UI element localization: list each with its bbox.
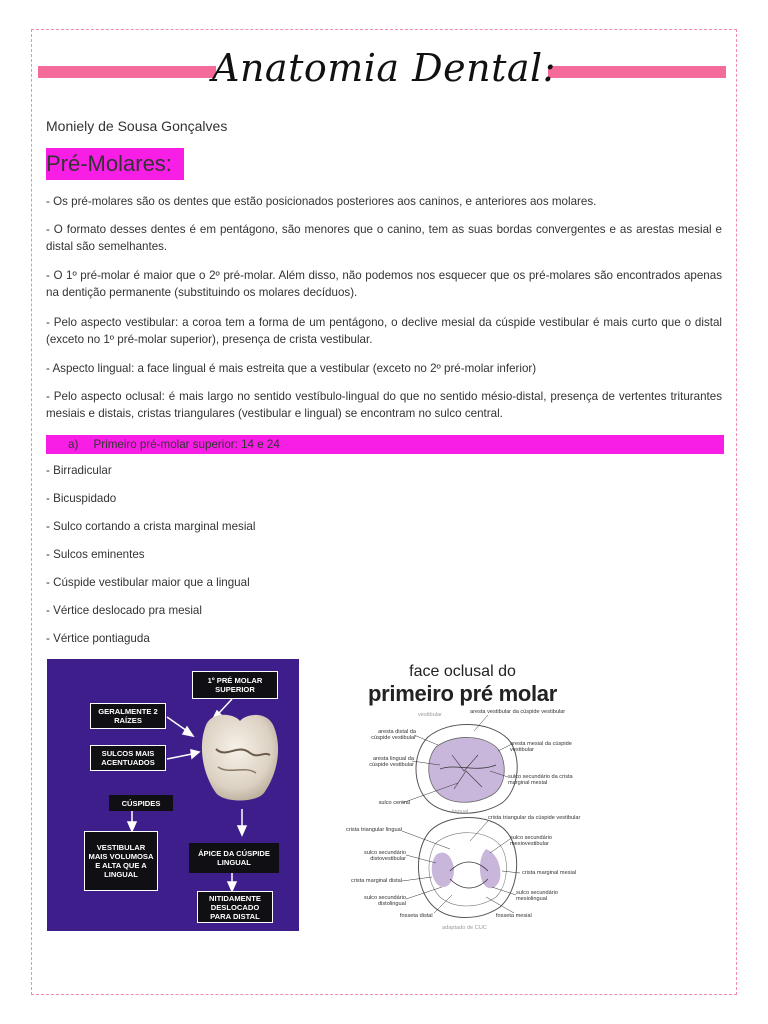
feature-item: - Vértice deslocado pra mesial: [46, 604, 202, 617]
author: Moniely de Sousa Gonçalves: [46, 118, 228, 134]
paragraph-1: - Os pré-molares são os dentes que estão posicionados posteriores aos caninos, e anteriores aos molares.: [46, 195, 597, 208]
label-lingual-side: lingual: [452, 809, 469, 815]
label-crista-triangular-lingual: crista triangular lingual: [346, 827, 402, 833]
paragraph-6: - Pelo aspecto oclusal: é mais largo no sentido vestíbulo-lingual do que no sentido mésio-distal, presença de vertentes triturantes mesiais e distais, cristas triangulares (vestibular e lingual) se encontram no sulco central.: [46, 390, 722, 420]
label-crista-marginal-distal: crista marginal distal: [351, 878, 402, 884]
label-sulco-secundario-mesial: sulco secundário da crista marginal mesial: [508, 774, 573, 787]
label-roots: GERALMENTE 2 RAÍZES: [90, 703, 166, 729]
paragraph-4: - Pelo aspecto vestibular: a coroa tem a forma de um pentágono, o declive mesial da cúspide vestibular é mais curto que o distal (exceto no 1º pré-molar superior), presença de crista vestibular.: [46, 316, 722, 346]
label-sulco-distolingual: sulco secundário distolingual: [364, 895, 406, 908]
premolar-crown-image: [194, 707, 284, 807]
diagram-heading-2: primeiro pré molar: [368, 681, 557, 706]
occlusal-face-diagram: [340, 659, 585, 935]
subsection-marker: a): [68, 438, 79, 451]
feature-item: - Sulco cortando a crista marginal mesial: [46, 520, 256, 533]
label-grooves: SULCOS MAIS ACENTUADOS: [90, 745, 166, 771]
label-vestibular: VESTIBULAR MAIS VOLUMOSA E ALTA QUE A LINGUAL: [84, 831, 158, 891]
label-title: 1º PRÉ MOLAR SUPERIOR: [192, 671, 278, 699]
feature-item: - Birradicular: [46, 464, 112, 477]
label-vestibular-side: vestibular: [418, 712, 442, 718]
page-title: Anatomia Dental:: [212, 46, 556, 90]
label-aresta-mesial: aresta mesial da cúspide vestibular: [510, 741, 572, 754]
label-fosseta-distal: fosseta distal: [400, 913, 433, 919]
title-bar-left: [38, 66, 216, 78]
label-cusps: CÚSPIDES: [109, 795, 173, 811]
feature-item: - Bicuspidado: [46, 492, 117, 505]
label-sulco-distovestibular: sulco secundário distovestibular: [364, 850, 406, 863]
label-sulco-mesiovestibular: sulco secundário mesiovestibular: [510, 835, 552, 848]
label-aresta-vestibular: aresta vestibular da cúspide vestibular: [470, 709, 566, 715]
feature-item: - Cúspide vestibular maior que a lingual: [46, 576, 250, 589]
title-bar-right: [548, 66, 726, 78]
label-apex: ÁPICE DA CÚSPIDE LINGUAL: [189, 843, 279, 873]
feature-item: - Sulcos eminentes: [46, 548, 145, 561]
label-fosseta-mesial: fosseta mesial: [496, 913, 532, 919]
label-sulco-mesiolingual: sulco secundário mesiolingual: [516, 890, 558, 903]
subsection-heading: [46, 435, 724, 454]
premolar-infographic: [47, 659, 299, 931]
paragraph-5: - Aspecto lingual: a face lingual é mais estreita que a vestibular (exceto no 2º pré-molar inferior): [46, 362, 537, 375]
diagram-credit: adaptado de CUC: [442, 925, 487, 931]
label-aresta-distal: aresta distal da cúspide vestibular: [371, 729, 416, 742]
label-distal: NITIDAMENTE DESLOCADO PARA DISTAL: [197, 891, 273, 923]
label-crista-triangular-vestibular: crista triangular da cúspide vestibular: [488, 815, 581, 821]
diagram-heading-1: face oclusal do: [409, 663, 516, 680]
label-aresta-lingual: aresta lingual da cúspide vestibular: [369, 756, 414, 769]
feature-item: - Vértice pontiaguda: [46, 632, 150, 645]
paragraph-3: - O 1º pré-molar é maior que o 2º pré-molar. Além disso, não podemos nos esquecer que os pré-molares são encontrados apenas na dentição permanente (substituindo os molares decíduos).: [46, 269, 722, 299]
subsection-text: Primeiro pré-molar superior: 14 e 24: [93, 438, 280, 451]
paragraph-2: - O formato desses dentes é em pentágono, são menores que o canino, tem as suas bordas convergentes e as arestas mesial e distal são semelhantes.: [46, 223, 722, 253]
label-crista-marginal-mesial: crista marginal mesial: [522, 870, 577, 876]
section-title: Pré-Molares:: [46, 148, 184, 180]
label-sulco-central: sulco central: [378, 800, 410, 806]
